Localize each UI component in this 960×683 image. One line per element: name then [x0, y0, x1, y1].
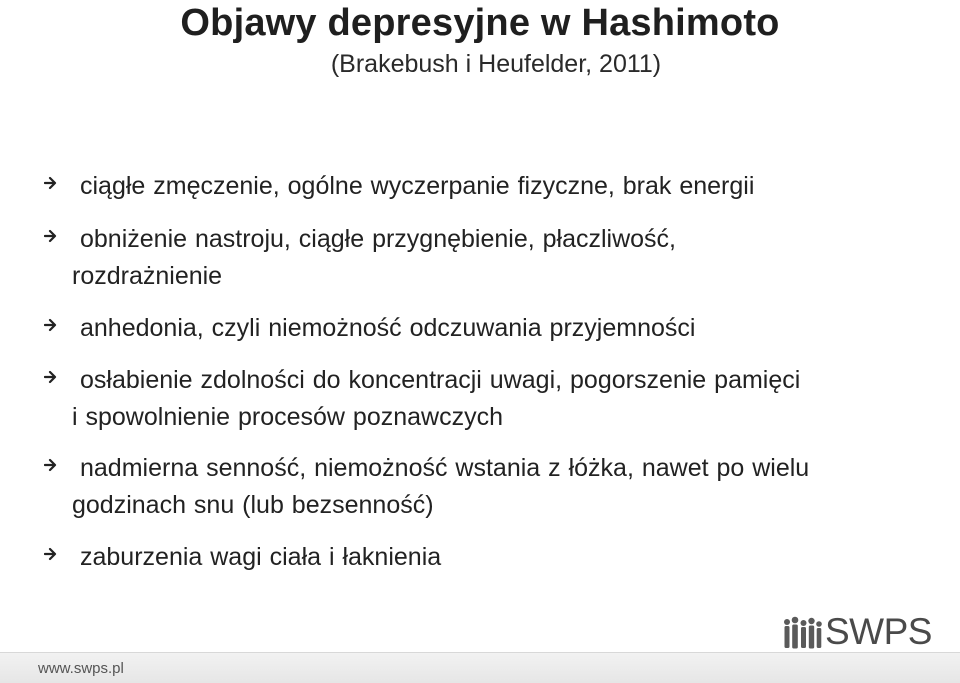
arrow-right-icon	[44, 545, 68, 569]
list-item-text: anhedonia, czyli niemożność odczuwania przyjemności	[80, 314, 696, 342]
arrow-right-icon	[44, 316, 68, 340]
logo-text: SWPS	[825, 611, 932, 652]
list-item-text: zaburzenia wagi ciała i łaknienia	[80, 543, 442, 571]
list-item-text: nadmierna senność, niemożność wstania z łóżka, nawet po wielu	[80, 454, 810, 482]
list-item-text: ciągłe zmęczenie, ogólne wyczerpanie fizyczne, brak energii	[80, 172, 755, 200]
list-item-text: osłabienie zdolności do koncentracji uwagi, pogorszenie pamięci	[80, 366, 801, 394]
arrow-right-icon	[44, 227, 68, 251]
footer-url: www.swps.pl	[38, 660, 124, 677]
swps-logo	[782, 610, 932, 652]
arrow-right-icon	[44, 456, 68, 480]
slide-title: Objawy depresyjne w Hashimoto	[180, 2, 780, 44]
people-silhouettes-icon	[782, 616, 824, 655]
arrow-right-icon	[44, 368, 68, 392]
list-item-text-continued: rozdrażnienie	[72, 262, 223, 290]
slide-subtitle: (Brakebush i Heufelder, 2011)	[330, 50, 662, 78]
list-item-text-continued: i spowolnienie procesów poznawczych	[72, 403, 504, 431]
list-item-text-continued: godzinach snu (lub bezsenność)	[72, 491, 434, 519]
arrow-right-icon	[44, 174, 68, 198]
footer-bar	[0, 652, 960, 683]
list-item-text: obniżenie nastroju, ciągłe przygnębienie, płaczliwość,	[80, 225, 677, 253]
